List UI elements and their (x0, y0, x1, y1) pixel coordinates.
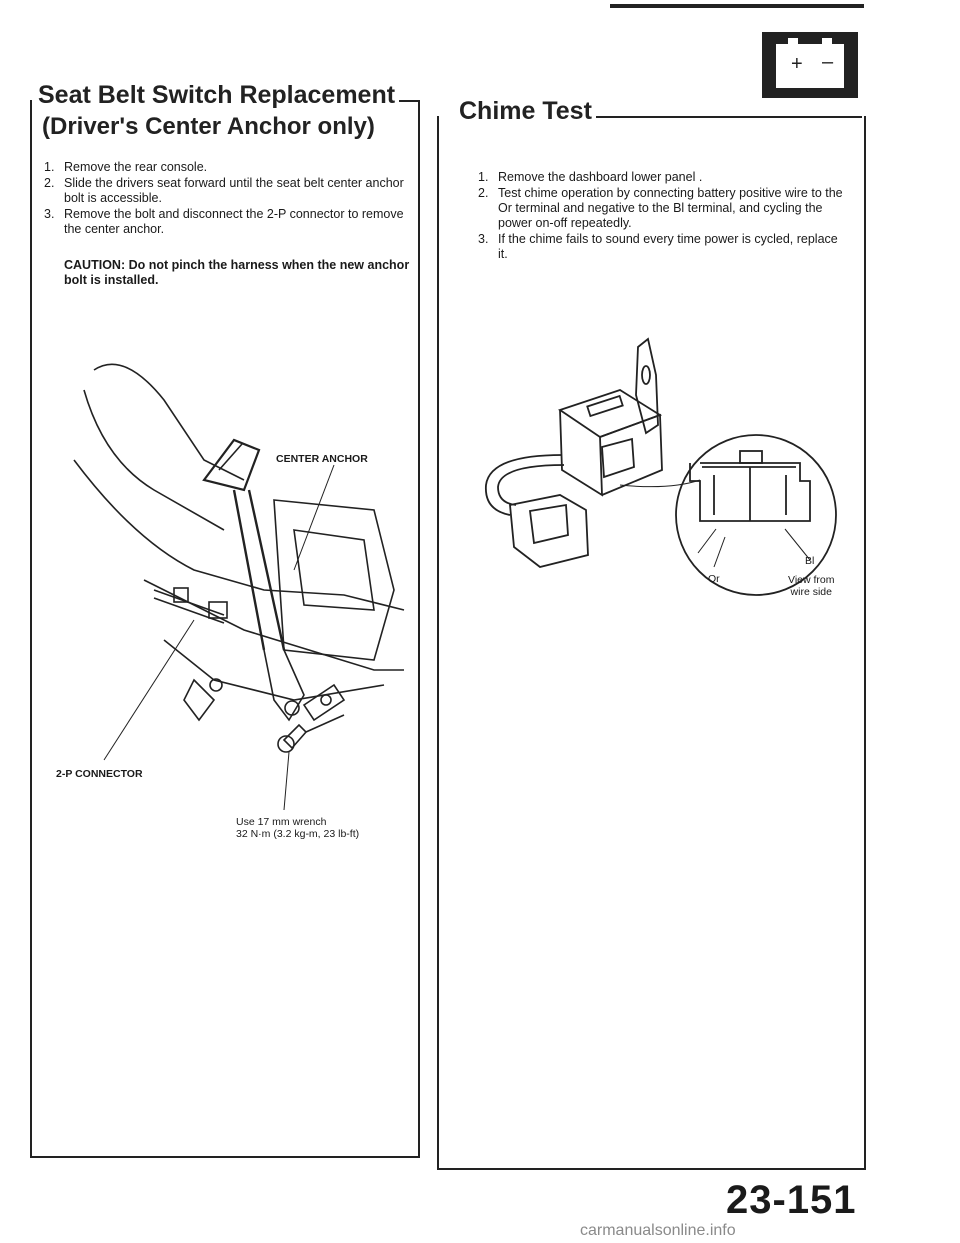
view-note: View from wire side (788, 574, 835, 598)
section-subtitle: (Driver's Center Anchor only) (38, 112, 379, 142)
section-title: Chime Test (455, 96, 596, 126)
caution-note: CAUTION: Do not pinch the harness when the new anchor bolt is installed. (64, 258, 410, 287)
right-section-frame (437, 116, 866, 1170)
top-rule (610, 4, 864, 8)
right-steps-list (478, 170, 844, 263)
step-item: 2. Test chime operation by connecting battery positive wire to the Or terminal and negative to the Bl terminal, and cycling the power on-off repeatedly. (478, 186, 843, 230)
bl-terminal-label: Bl (805, 555, 815, 567)
center-anchor-label: CENTER ANCHOR (276, 453, 368, 465)
step-item: 3. If the chime fails to sound every time power is cycled, replace it. (478, 232, 838, 261)
step-item: 1. Remove the rear console. (44, 160, 208, 174)
svg-text:–: – (822, 51, 834, 73)
left-steps-list (44, 160, 416, 238)
or-terminal-label: Or (708, 573, 720, 585)
step-item: 2. Slide the drivers seat forward until the seat belt center anchor bolt is accessible. (44, 176, 404, 205)
page-number: 23-151 (726, 1178, 857, 1222)
battery-icon (760, 30, 860, 100)
step-item: 1. Remove the dashboard lower panel . (478, 170, 703, 184)
torque-note: Use 17 mm wrench 32 N·m (3.2 kg-m, 23 lb-ft) (236, 816, 360, 840)
svg-text:+: + (791, 53, 803, 75)
section-title: Seat Belt Switch Replacement (34, 80, 399, 110)
step-item: 3. Remove the bolt and disconnect the 2-P connector to remove the center anchor. (44, 207, 404, 236)
watermark: carmanualsonline.info (580, 1222, 736, 1239)
seat-belt-anchor-illustration (44, 340, 414, 820)
chime-unit-illustration (470, 335, 850, 605)
connector-label: 2-P CONNECTOR (56, 768, 143, 780)
